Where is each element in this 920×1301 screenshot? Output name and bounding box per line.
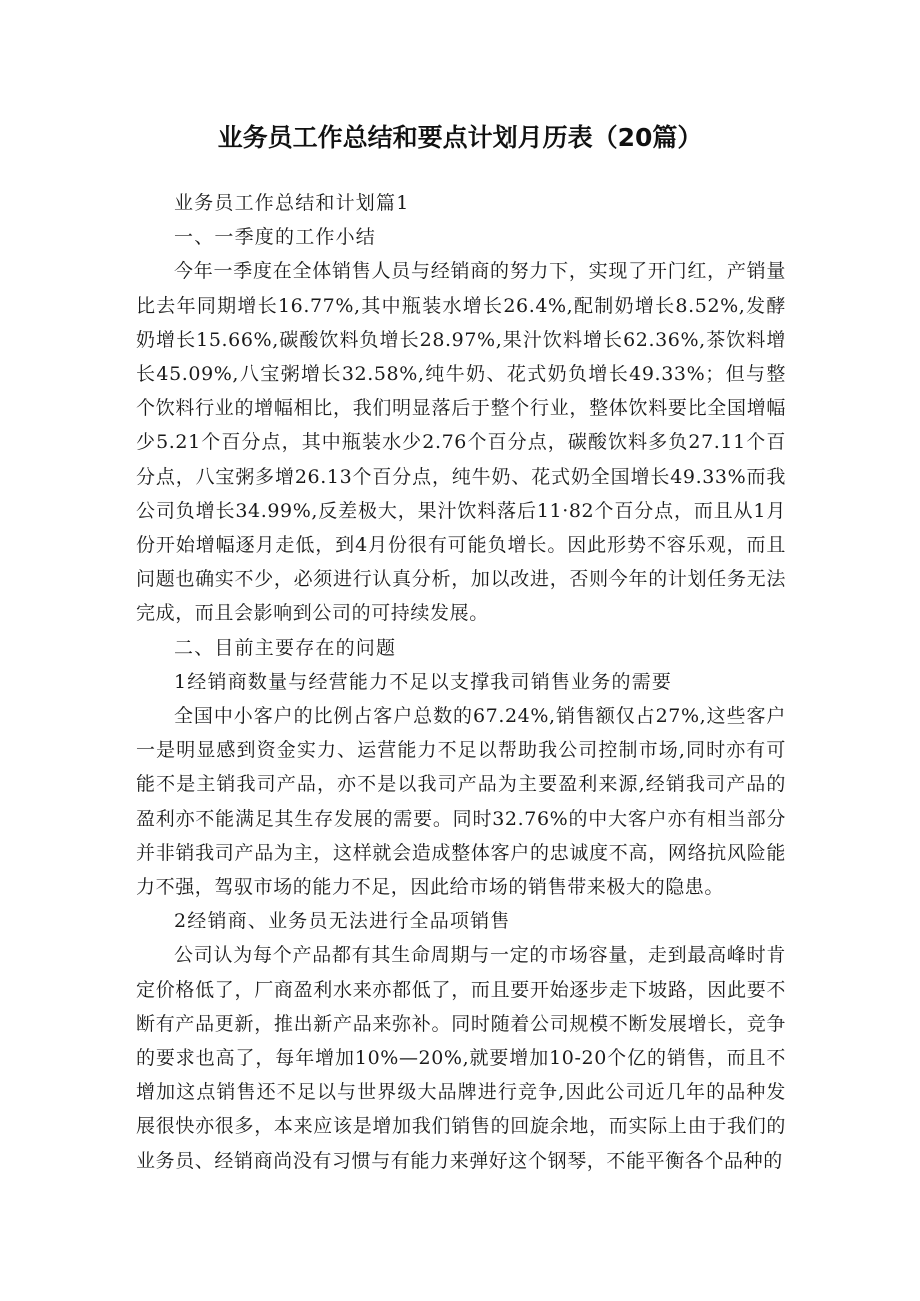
- paragraph-full-product-sales: 公司认为每个产品都有其生命周期与一定的市场容量，走到最高峰时肯定价格低了，厂商盈利水来亦都低了，而且要开始逐步走下坡路，因此要不断有产品更新，推出新产品来弥补。同时随着公司规模不断发展增长，竞争的要求也高了，每年增加10%—20%,就要增加10-20个亿的销售，而且不增加这点销售还不足以与世界级大品牌进行竞争,因此公司近几年的品种发展很快亦很多，本来应该是增加我们销售的回旋余地，而实际上由于我们的业务员、经销商尚没有习惯与有能力来弹好这个钢琴，不能平衡各个品种的: [136, 944, 786, 1172]
- section-heading-part1: 业务员工作总结和计划篇1: [174, 192, 410, 214]
- subheading-full-product-sales: 2经销商、业务员无法进行全品项销售: [174, 910, 511, 933]
- section-heading-problems: 二、目前主要存在的问题: [174, 636, 397, 659]
- subheading-dealer-capacity: 1经销商数量与经营能力不足以支撑我司销售业务的需要: [174, 670, 673, 693]
- document-body: [136, 186, 786, 1178]
- document-title: 业务员工作总结和要点计划月历表（20篇）: [217, 123, 703, 152]
- paragraph-q1-summary: 今年一季度在全体销售人员与经销商的努力下，实现了开门红，产销量比去年同期增长16.77%,其中瓶装水增长26.4%,配制奶增长8.52%,发酵奶增长15.66%,碳酸饮料负增长28.97%,果汁饮料增长62.36%,茶饮料增长45.09%,八宝粥增长32.58%,纯牛奶、花式奶负增长49.33%；但与整个饮料行业的增幅相比，我们明显落后于整个行业，整体饮料要比全国增幅少5.21个百分点，其中瓶装水少2.76个百分点，碳酸饮料多负27.11个百分点，八宝粥多增26.13个百分点，纯牛奶、花式奶全国增长49.33%而我公司负增长34.99%,反差极大，果汁饮料落后11·82个百分点，而且从1月份开始增幅逐月走低，到4月份很有可能负增长。因此形势不容乐观，而且问题也确实不少，必须进行认真分析，加以改进，否则今年的计划任务无法完成，而且会影响到公司的可持续发展。: [136, 260, 786, 625]
- section-heading-q1-summary: 一、一季度的工作小结: [174, 226, 377, 249]
- paragraph-dealer-capacity: 全国中小客户的比例占客户总数的67.24%,销售额仅占27%,这些客户一是明显感到资金实力、运营能力不足以帮助我公司控制市场,同时亦有可能不是主销我司产品，亦不是以我司产品为主要盈利来源,经销我司产品的盈利亦不能满足其生存发展的需要。同时32.76%的中大客户亦有相当部分并非销我司产品为主，这样就会造成整体客户的忠诚度不高，网络抗风险能力不强，驾驭市场的能力不足，因此给市场的销售带来极大的隐患。: [136, 705, 786, 899]
